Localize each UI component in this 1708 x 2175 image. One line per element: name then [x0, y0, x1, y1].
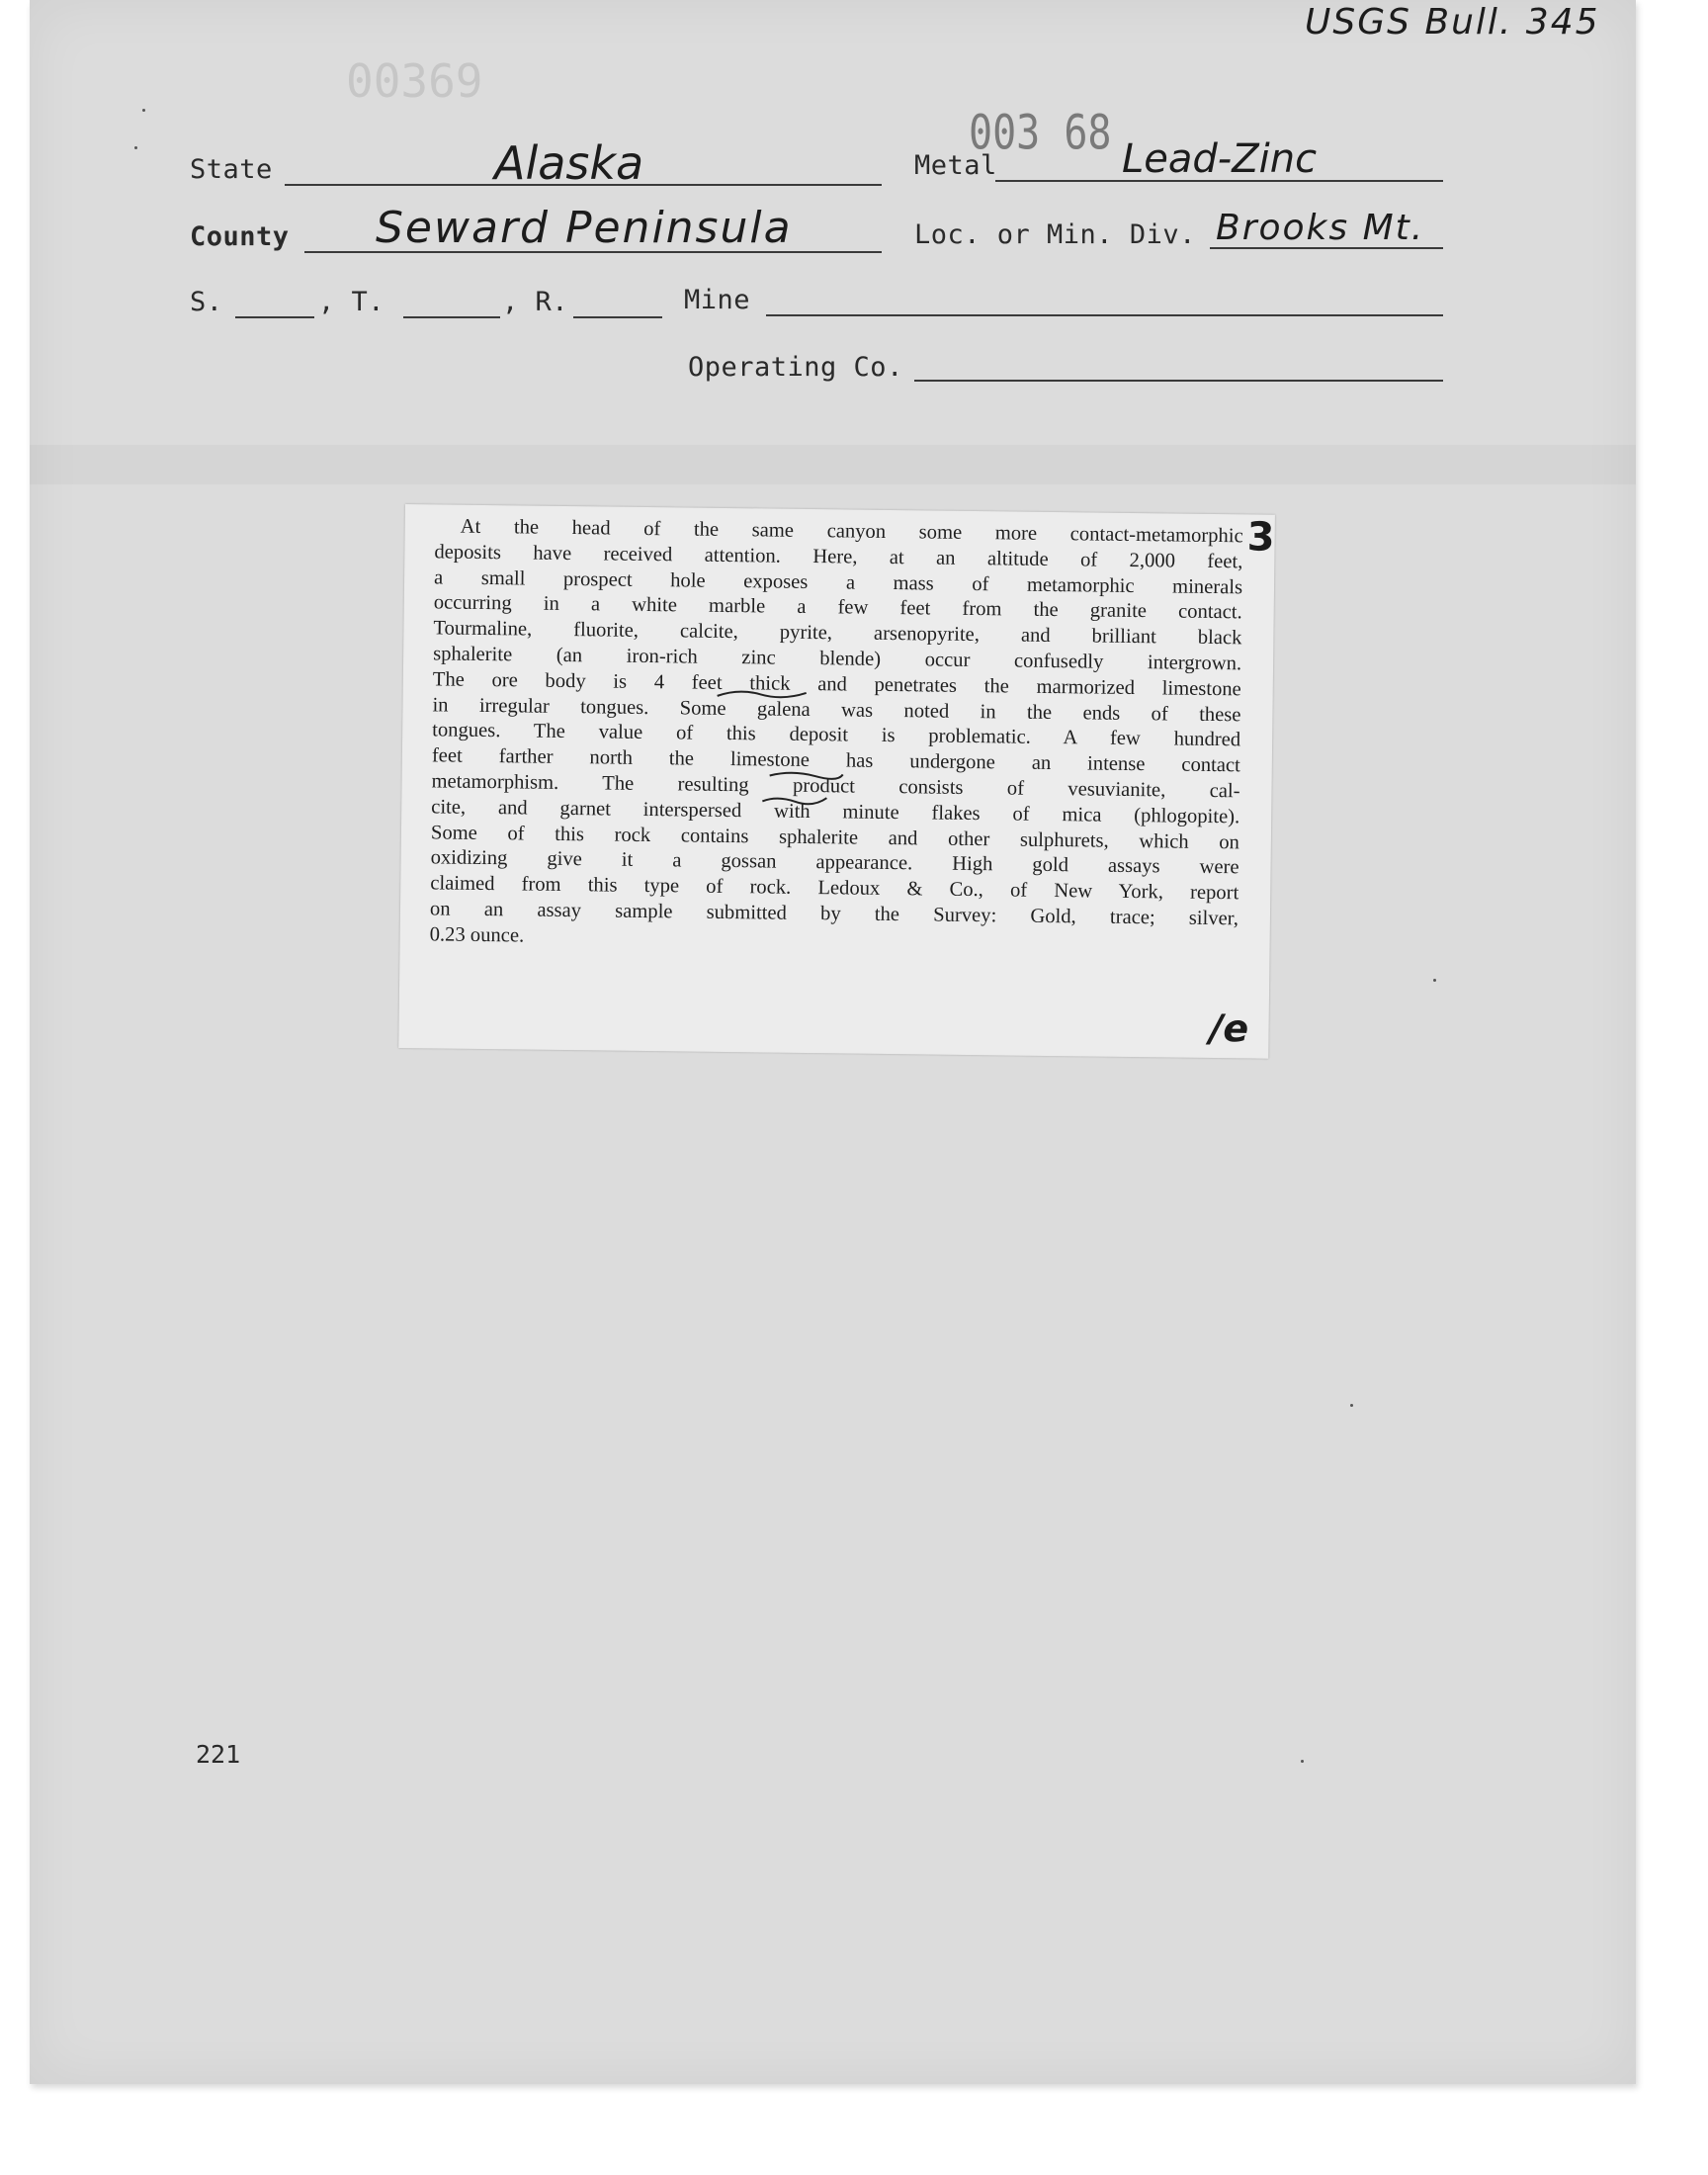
margin-mark-bottom: /e — [1209, 1005, 1249, 1051]
pasted-clipping — [398, 504, 1275, 1059]
header-note: USGS Bull. 345 — [1305, 2, 1600, 43]
clipping-line: tongues. The value of this deposit is problematic. A few hundred — [432, 719, 1241, 751]
metal-label: Metal — [914, 150, 997, 181]
township-label: , T. — [318, 287, 385, 317]
underline-deposit — [762, 797, 826, 804]
clipping-line: cite, and garnet interspersed with minute flakes of mica (phlogopite). — [431, 796, 1240, 828]
clipping-line: deposits have received attention. Here, at an altitude of 2,000 feet, — [434, 541, 1243, 573]
speck — [142, 109, 145, 112]
clipping-line: feet farther north the limestone has undergone an intense contact — [431, 744, 1240, 777]
underline-galena — [770, 773, 843, 779]
operating-line — [914, 380, 1443, 382]
clipping-line: Some of this rock contains sphalerite and other sulphurets, which on — [430, 821, 1240, 853]
clipping-line: in irregular tongues. Some galena was noted in the ends of these — [432, 693, 1241, 726]
speck — [134, 146, 137, 149]
clipping-line: At the head of the same canyon some more contact-metamorphic — [460, 515, 1243, 548]
clipping-line: claimed from this type of rock. Ledoux & Co., of New York, report — [430, 872, 1239, 905]
speck — [1350, 1404, 1353, 1407]
underline-zinc-blende — [718, 691, 807, 697]
range-label: , R. — [502, 287, 569, 317]
loc-label: Loc. or Min. Div. — [914, 219, 1196, 250]
mine-line — [766, 314, 1443, 316]
county-value: Seward Peninsula — [376, 203, 793, 253]
speck — [1433, 979, 1436, 982]
section-line — [235, 316, 314, 318]
county-label: County — [190, 221, 290, 252]
scan-band — [30, 445, 1636, 484]
page-number: 221 — [196, 1740, 241, 1769]
township-line — [403, 316, 500, 318]
loc-value: Brooks Mt. — [1216, 208, 1425, 248]
operating-label: Operating Co. — [688, 352, 903, 383]
state-value: Alaska — [494, 136, 644, 190]
clipping-line: a small prospect hole exposes a mass of metamorphic minerals — [433, 566, 1243, 598]
state-label: State — [190, 154, 273, 185]
section-label: S. — [190, 287, 223, 317]
clipping-line: metamorphism. The resulting product consists of vesuvianite, cal- — [431, 770, 1240, 803]
clipping-line: sphalerite (an iron-rich zinc blende) occur confusedly intergrown. — [433, 643, 1242, 675]
clipping-line: on an assay sample submitted by the Survey: Gold, trace; silver, — [429, 898, 1239, 930]
clipping-line: oxidizing give it a gossan appearance. High gold assays were — [430, 846, 1239, 879]
clipping-line: 0.23 ounce. — [429, 923, 525, 947]
margin-mark-top: 3 — [1246, 514, 1275, 561]
metal-value: Lead-Zinc — [1122, 136, 1318, 182]
range-line — [573, 316, 662, 318]
clipping-line: The ore body is 4 feet thick and penetrates the marmorized limestone — [432, 668, 1241, 701]
clipping-line: occurring in a white marble a few feet from the granite contact. — [433, 591, 1242, 624]
pencil-underlines — [398, 504, 1275, 1059]
ghost-stamp: 00369 — [346, 54, 483, 108]
mine-label: Mine — [684, 285, 751, 315]
serial-stamp: 003 68 — [969, 106, 1112, 161]
speck — [1301, 1760, 1304, 1763]
clipping-line: Tourmaline, fluorite, calcite, pyrite, arsenopyrite, and brilliant black — [433, 617, 1242, 650]
